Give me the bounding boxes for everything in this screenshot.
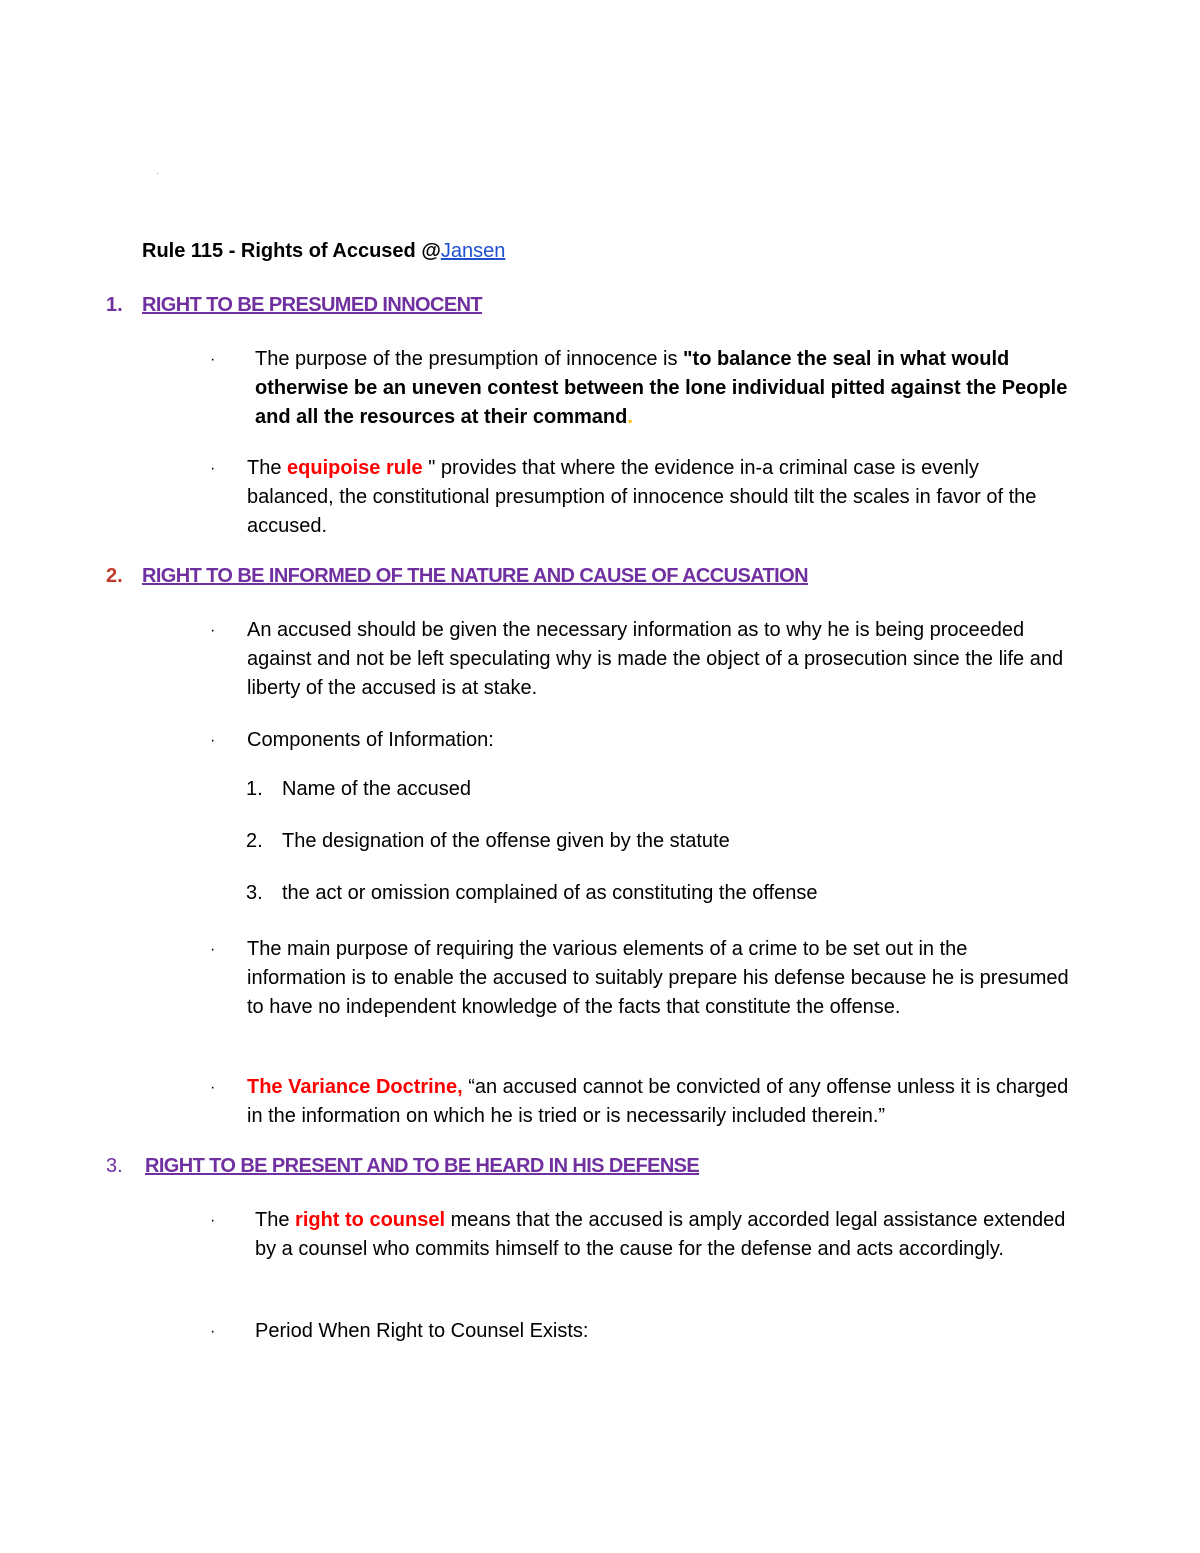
list-item	[210, 616, 1070, 706]
term-equipoise-rule: equipoise rule	[287, 457, 429, 479]
term-variance-doctrine: The Variance Doctrine,	[247, 1076, 463, 1098]
bullet-icon: ·	[210, 1079, 216, 1096]
section-heading-3	[106, 1155, 699, 1178]
component-item: 3. the act or omission complained of as constituting the offense	[246, 882, 818, 904]
list-item	[210, 726, 1070, 756]
bullet-text: The main purpose of requiring the various elements of a crime to be set out in the information is to enable the accused to suitably prepare his defense because he is presumed to have no independent knowledge of the facts that constitute the offense.	[247, 938, 1069, 1018]
component-item: 1. Name of the accused	[246, 778, 471, 800]
bullet-text: The right to counsel means that the accused is amply accorded legal assistance extended by a counsel who commits himself to the cause for the defense and acts accordingly.	[255, 1209, 1066, 1260]
list-item	[210, 454, 1070, 544]
term-right-to-counsel: right to counsel	[295, 1209, 446, 1231]
stray-mark: ·	[156, 168, 160, 179]
author-mention-link[interactable]: Jansen	[440, 240, 506, 262]
bullet-text: An accused should be given the necessary information as to why he is being proceeded against and not be left speculating why is made the object of a prosecution since the life and liberty of the accused is at stake.	[247, 619, 1064, 699]
section-heading-1	[106, 294, 482, 317]
section-title: RIGHT TO BE PRESUMED INNOCENT	[142, 294, 483, 316]
bullet-icon: ·	[210, 460, 216, 477]
section-title: RIGHT TO BE INFORMED OF THE NATURE AND CAUSE OF ACCUSATION	[142, 565, 808, 587]
section-heading-2	[106, 565, 808, 588]
bullet-icon: ·	[210, 1212, 216, 1229]
list-item	[210, 935, 1070, 1055]
bullet-icon: ·	[210, 351, 216, 368]
section-number: 1.	[106, 294, 123, 316]
section-number: 2.	[106, 565, 123, 587]
bullet-icon: ·	[210, 1323, 216, 1340]
title-text: Rule 115 - Rights of Accused @	[142, 240, 441, 262]
bullet-text: Components of Information:	[247, 729, 494, 751]
list-item	[210, 1317, 1070, 1347]
bullet-icon: ·	[210, 622, 216, 639]
list-item	[210, 345, 1070, 435]
list-item	[210, 1073, 1070, 1133]
bullet-text: The purpose of the presumption of innocence is "to balance the seal in what would otherwise be an uneven contest between the lone individual pitted against the People and all the resources at their command.	[255, 348, 1068, 428]
bullet-icon: ·	[210, 732, 216, 749]
component-item: 2. The designation of the offense given by the statute	[246, 830, 730, 852]
bullet-text: Period When Right to Counsel Exists:	[255, 1320, 589, 1342]
bullet-text: The equipoise rule " provides that where the evidence in-a criminal case is evenly balanced, the constitutional presumption of innocence should tilt the scales in favor of the accused.	[247, 457, 1037, 537]
section-number: 3.	[106, 1155, 123, 1177]
bullet-icon: ·	[210, 941, 216, 958]
page-title	[142, 240, 505, 263]
list-item	[210, 1206, 1070, 1296]
section-title: RIGHT TO BE PRESENT AND TO BE HEARD IN HIS DEFENSE	[145, 1155, 700, 1177]
bullet-text: The Variance Doctrine, “an accused cannot be convicted of any offense unless it is charged in the information on which he is tried or is necessarily included therein.”	[247, 1076, 1069, 1127]
